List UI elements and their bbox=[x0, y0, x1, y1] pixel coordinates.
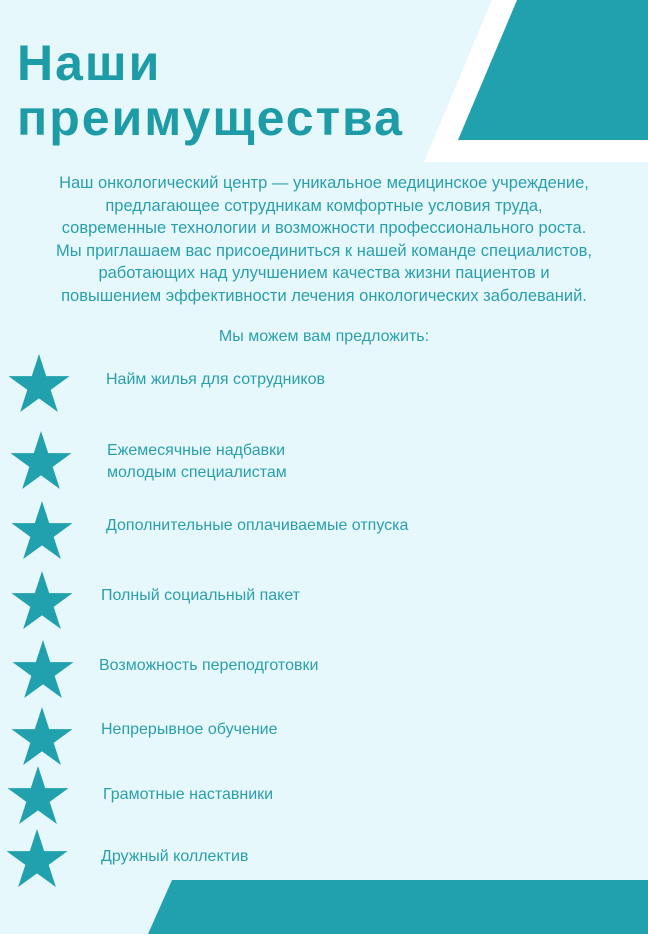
benefit-label-line: Дружный коллектив bbox=[101, 848, 249, 865]
benefit-label-line: Ежемесячные надбавки bbox=[107, 442, 286, 459]
benefit-label bbox=[106, 369, 325, 391]
star-icon bbox=[10, 431, 72, 489]
benefit-label bbox=[101, 846, 248, 868]
benefit-label bbox=[106, 515, 408, 537]
benefit-label-line: Найм жилья для сотрудников bbox=[106, 371, 325, 388]
title-line: преимущества bbox=[17, 89, 404, 146]
star-icon bbox=[11, 571, 73, 629]
benefit-label-line: Дополнительные оплачиваемые отпуска bbox=[106, 517, 409, 534]
star-icon bbox=[11, 707, 73, 765]
bottom-decoration bbox=[0, 880, 648, 934]
star-icon bbox=[7, 766, 69, 824]
benefit-label-line: Грамотные наставники bbox=[103, 786, 274, 803]
intro-line: предлагающее сотрудникам комфортные условия труда, bbox=[105, 196, 543, 215]
offer-heading: Мы можем вам предложить: bbox=[218, 328, 430, 345]
benefit-label-line: Возможность переподготовки bbox=[99, 657, 319, 674]
star-icon bbox=[12, 640, 74, 698]
benefit-label-line: Полный социальный пакет bbox=[101, 587, 301, 604]
star-icon bbox=[6, 829, 68, 887]
bottom-teal-shape bbox=[148, 880, 648, 934]
benefit-label bbox=[107, 440, 287, 484]
intro-line: Наш онкологический центр — уникальное медицинское учреждение, bbox=[59, 174, 589, 192]
benefit-label bbox=[99, 655, 318, 677]
star-icon bbox=[8, 354, 70, 412]
intro-line: повышением эффективности лечения онкологических заболеваний. bbox=[61, 286, 587, 305]
intro-line: работающих над улучшением качества жизни пациентов и bbox=[98, 264, 550, 283]
benefit-label-line: молодым специалистам bbox=[107, 464, 287, 481]
benefit-label bbox=[101, 719, 278, 741]
benefit-label-line: Непрерывное обучение bbox=[101, 721, 278, 738]
benefit-label bbox=[103, 784, 273, 806]
intro-line: Мы приглашаем вас присоединиться к нашей команде специалистов, bbox=[55, 241, 593, 260]
benefit-label bbox=[101, 585, 300, 607]
intro-paragraph bbox=[0, 172, 648, 308]
star-icon bbox=[11, 501, 73, 559]
page-title bbox=[17, 36, 404, 145]
intro-line: современные технологии и возможности профессионального роста. bbox=[61, 219, 587, 238]
title-line: Наши bbox=[17, 35, 162, 91]
